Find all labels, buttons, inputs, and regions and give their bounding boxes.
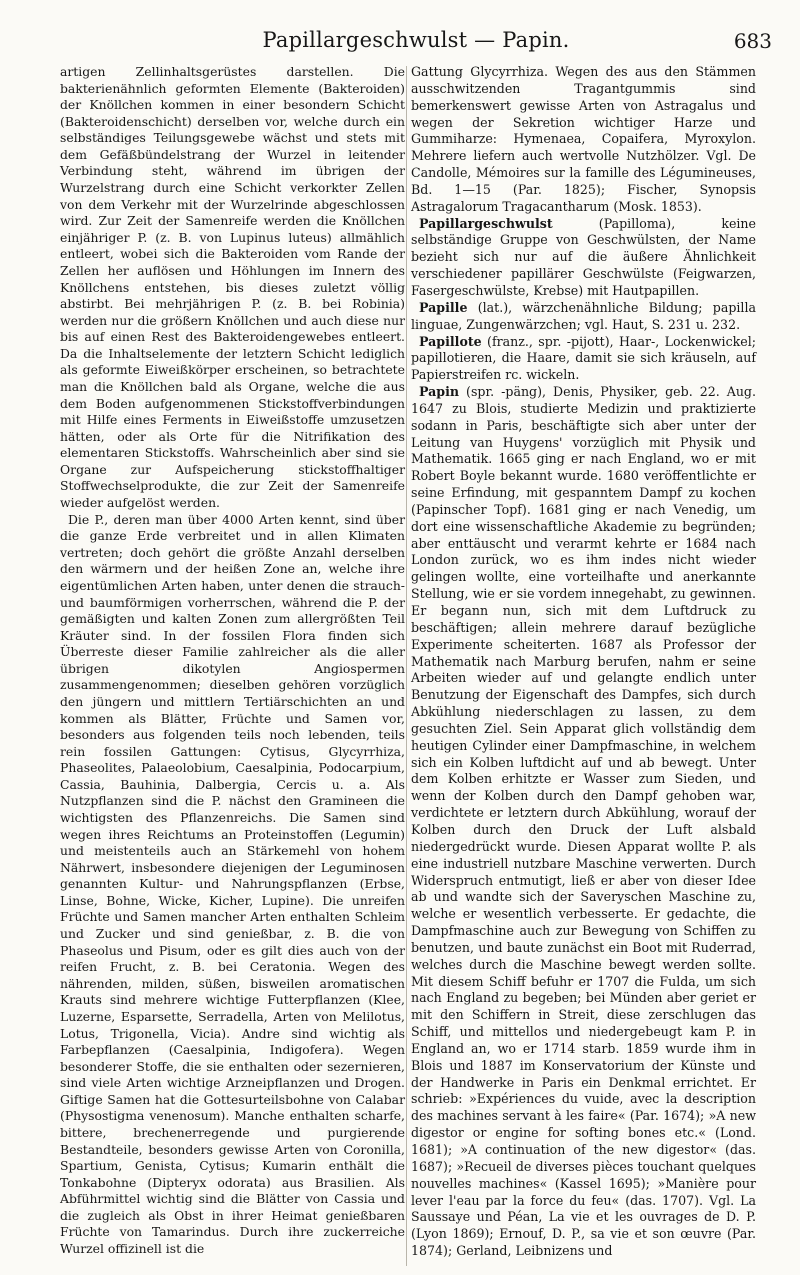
paragraph: artigen Zellinhaltsgerüstes darstellen. Die bakterienähnlich geformten Elemente (Bakteroiden) der Knöllchen kommen in einer besondern Schicht (Bakteroidenschicht) derselben vor, welche durch ein selbständiges Teilungsgewebe wächst und stets mit dem Gefäßbündelstrang der Wurzel in leitender Verbindung steht, während im übrigen der Wurzelstrang durch eine Schicht verkorkter Zellen von dem Verkehr mit der Wurzelrinde abgeschlossen wird. Zur Zeit der Samenreife werden die Knöllchen einjähriger P. (z. B. von Lupinus luteus) allmählich entleert, wobei sich die Bakteroiden vom Rande der Zellen her auflösen und Höhlungen im Innern des Knöllchens entstehen, bis dieses zuletzt völlig abstirbt. Bei mehrjährigen P. (z. B. bei Robinia) werden nur die größern Knöllchen und auch diese nur bis auf einen Rest des Bakteroidengewebes entleert. Da die Inhaltselemente der letztern Schicht lediglich als geformte Eiweißkörper erscheinen, so betrachtete man die Knöllchen bald als Organe, welche die aus dem Boden aufgenommenen Stickstoffverbindungen mit Hilfe eines Ferments in Eiweißstoffe umzusetzen hätten, oder als Orte für die Nitrifikation des elementaren Stickstoffs. Wahrscheinlich aber sind sie Organe zur Aufspeicherung stickstoffhaltiger Stoffwechselprodukte, die zur Zeit der Samenreife wieder aufgelöst werden. xyxy=(60,64,405,511)
entry-text: (spr. -päng), Denis, Physiker, geb. 22. Aug. 1647 zu Blois, studierte Medizin und praktizierte sodann in Paris, beschäftigte sich aber unter der Leitung van Huygens' vorzüglich mit Physik und Mathematik. 1665 ging er nach England, wo er mit Robert Boyle bekannt wurde. 1680 veröffentlichte er seine Erfindung, mit gespanntem Dampf zu kochen (Papinscher Topf). 1681 ging er nach Venedig, um dort eine wissenschaftliche Akademie zu begründen; aber enttäuscht und verarmt kehrte er 1684 nach London zurück, wo es ihm indes nicht wieder gelingen wollte, eine vorteilhafte und anerkannte Stellung, wie er sie vordem innegehabt, zu gewinnen. Er begann nun, sich mit dem Luftdruck zu beschäftigen; allein mehrere darauf bezügliche Experimente scheiterten. 1687 als Professor der Mathematik nach Marburg berufen, nahm er seine Arbeiten wieder auf und gelangte endlich unter Benutzung der Eigenschaft des Dampfes, sich durch Abkühlung niederschlagen zu lassen, zu dem gesuchten Ziel. Sein Apparat glich vollständig dem heutigen Cylinder einer Dampfmaschine, in welchem sich ein Kolben luftdicht auf und ab bewegt. Unter dem Kolben erhitzte er Wasser zum Sieden, und wenn der Kolben durch den Dampf gehoben war, verdichtete er letztern durch Abkühlung, worauf der Kolben durch den Druck der Luft alsbald niedergedrückt wurde. Diesen Apparat wollte P. als eine industriell nutzbare Maschine verwerten. Durch Widerspruch entmutigt, ließ er aber von dieser Idee ab und wandte sich der Saveryschen Maschine zu, welche er wesentlich verbesserte. Er gedachte, die Dampfmaschine auch zur Bewegung von Schiffen zu benutzen, und baute zunächst ein Boot mit Ruderrad, welches durch die Maschine bewegt werden sollte. Mit diesem Schiff befuhr er 1707 die Fulda, um sich nach England zu begeben; bei Münden aber geriet er mit den Schiffern in Streit, diese zerschlugen das Schiff, und mittellos und niedergebeugt kam P. in England an, wo er 1714 starb. 1859 wurde ihm in Blois und 1887 im Konservatorium der Künste und der Handwerke in Paris ein Denkmal errichtet. Er schrieb: »Expériences du vuide, avec la description des machines servant à les faire« (Par. 1674); »A new digestor or engine for softing bones etc.« (Lond. 1681); »A continuation of the new digestor« (das. 1687); »Recueil de diverses pièces touchant quelques nouvelles machines« (Kassel 1695); »Manière pour lever l'eau par la force du feu« (das. 1707). Vgl. La Saussaye und Péan, La vie et les ouvrages de D. P. (Lyon 1869); Ernouf, D. P., sa vie et son œuvre (Par. 1874); Gerland, Leibnizens und xyxy=(411,384,756,1259)
paragraph: Gattung Glycyrrhiza. Wegen des aus den Stämmen ausschwitzenden Tragantgummis sind bemerkenswert gewisse Arten von Astragalus und wegen der Sekretion wichtiger Harze und Gummiharze: Hymenaea, Copaifera, Myroxylon. Mehrere liefern auch wertvolle Nutzhölzer. Vgl. De Candolle, Mémoires sur la famille des Légumineuses, Bd. 1—15 (Par. 1825); Fischer, Synopsis Astragalorum Tragacantharum (Mosk. 1853). xyxy=(411,64,756,214)
right-column xyxy=(411,64,756,1260)
entry-papin xyxy=(411,384,756,1260)
headword: Papillargeschwulst xyxy=(419,215,553,231)
entry-text: (lat.), wärzchenähnliche Bildung; papilla linguae, Zungenwärzchen; vgl. Haut, S. 231 u. 232. xyxy=(411,299,756,332)
running-head: Papillargeschwulst — Papin. xyxy=(262,28,570,52)
headword: Papillote xyxy=(419,333,482,349)
entry-papillote xyxy=(411,334,756,385)
page-header xyxy=(60,0,772,56)
paragraph: Die P., deren man über 4000 Arten kennt, sind über die ganze Erde verbreitet und in allen Klimaten vertreten; doch gehört die größte Anzahl derselben den wärmern und der heißen Zone an, welche ihre eigentümlichen Arten haben, unter denen die strauch- und baumförmigen vorherrschen, während die P. der gemäßigten und kalten Zonen zum allergrößten Teil Kräuter sind. In der fossilen Flora finden sich Überreste dieser Familie zahlreicher als die aller übrigen dikotylen Angiospermen zusammengenommen; dieselben gehören vorzüglich den jüngern und mittlern Tertiärschichten an und kommen als Blätter, Früchte und Samen vor, besonders aus folgenden teils noch lebenden, teils rein fossilen Gattungen: Cytisus, Glycyrrhiza, Phaseolites, Palaeolobium, Caesalpinia, Podocarpium, Cassia, Bauhinia, Dalbergia, Cercis u. a. Als Nutzpflanzen sind die P. nächst den Gramineen die wichtigsten des Pflanzenreichs. Die Samen sind wegen ihres Reichtums an Proteinstoffen (Legumin) und meistenteils auch an Stärkemehl von hohem Nährwert, insbesondere diejenigen der Leguminosen genannten Kultur- und Nahrungspflanzen (Erbse, Linse, Bohne, Wicke, Kicher, Lupine). Die unreifen Früchte und Samen mancher Arten enthalten Schleim und Zucker und sind genießbar, z. B. die von Phaseolus und Pisum, oder es gilt dies auch von der reifen Frucht, z. B. bei Ceratonia. Wegen des nährenden, milden, süßen, bisweilen aromatischen Krauts sind mehrere wichtige Futterpflanzen (Klee, Luzerne, Esparsette, Serradella, Arten von Melilotus, Lotus, Trigonella, Vicia). Andre sind wichtig als Farbepflanzen (Caesalpinia, Indigofera). Wegen besonderer Stoffe, die sie enthalten oder sezernieren, sind viele Arten wichtige Arzneipflanzen und Drogen. Giftige Samen hat die Gottesurteilsbohne von Calabar (Physostigma venenosum). Manche enthalten scharfe, bittere, brechenerregende und purgierende Bestandteile, besonders gewisse Arten von Coronilla, Spartium, Genista, Cytisus; Kumarin enthält die Tonkabohne (Dipteryx odorata) aus Brasilien. Als Abführmittel wichtig sind die Blätter von Cassia und die zugleich als Obst in ihrer Heimat genießbaren Früchte von Tamarindus. Durch ihre zuckerreiche Wurzel offizinell ist die xyxy=(60,511,405,1257)
left-column xyxy=(60,64,405,1258)
headword: Papin xyxy=(419,384,460,400)
entry-papillargeschwulst xyxy=(411,216,756,300)
column-divider xyxy=(406,66,407,1266)
entry-text: (Papilloma), keine selbständige Gruppe von Geschwülsten, der Name bezieht sich nur auf die äußere Ähnlichkeit verschiedener papillärer Geschwülste (Feigwarzen, Fasergeschwülste, Krebse) mit Hautpapillen. xyxy=(411,215,756,298)
headword: Papille xyxy=(419,299,468,315)
entry-papille xyxy=(411,300,756,334)
entry-text: (franz., spr. -pijott), Haar-, Lockenwickel; papillotieren, die Haare, damit sie sich kräuseln, auf Papierstreifen rc. wickeln. xyxy=(411,333,756,383)
page-number: 683 xyxy=(733,29,772,53)
